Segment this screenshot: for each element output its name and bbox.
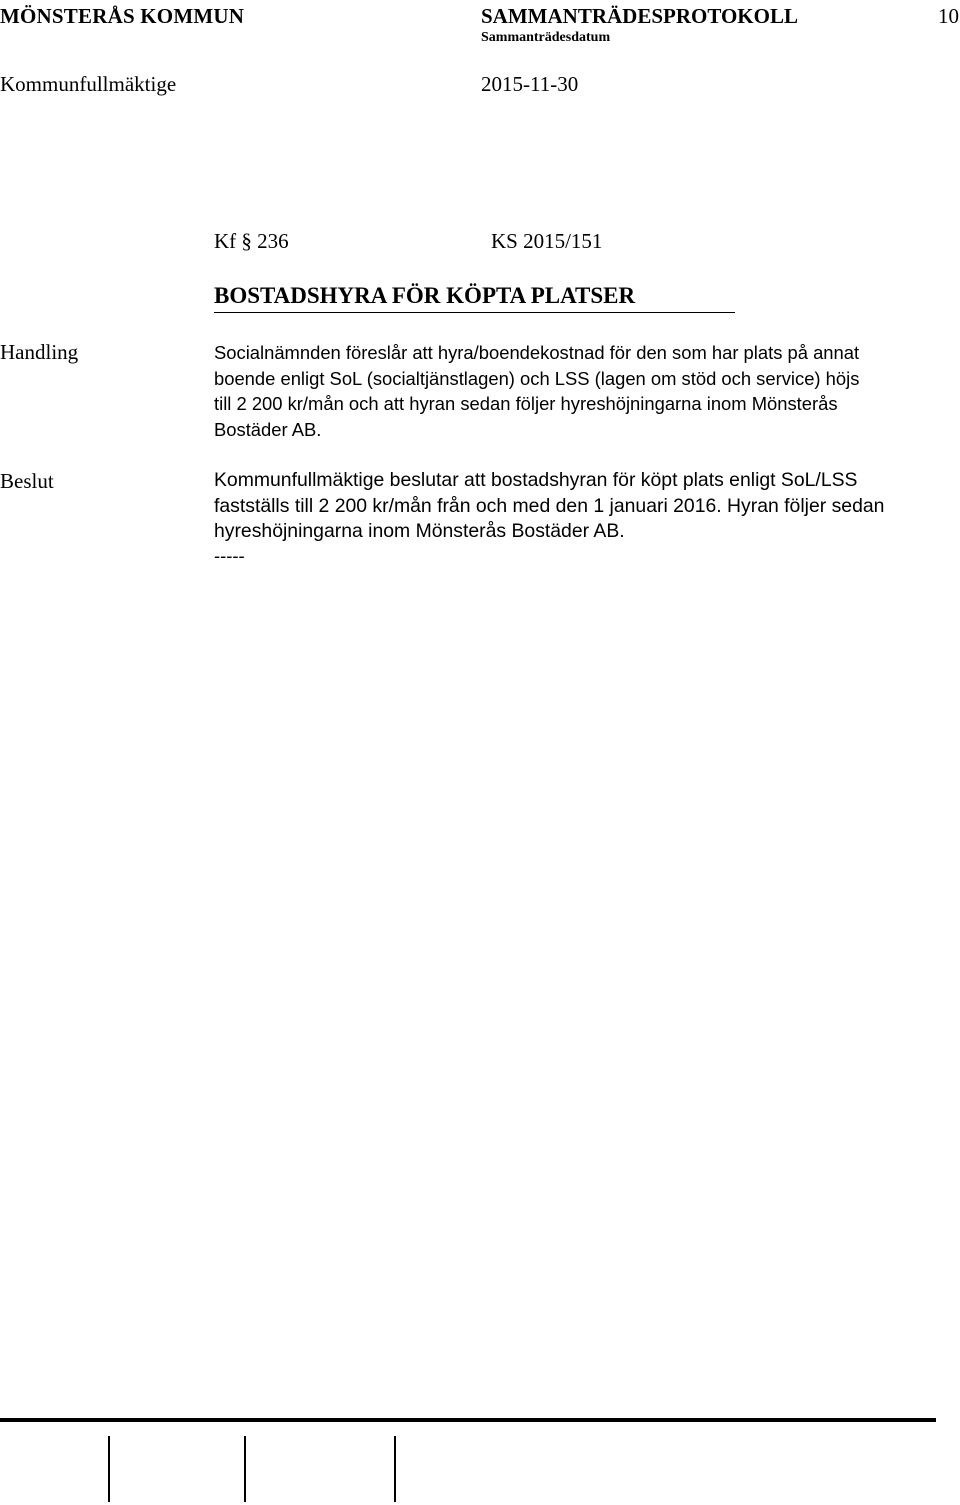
meeting-date: 2015-11-30 <box>481 72 579 96</box>
paragraph-reference: Kf § 236 <box>214 229 289 253</box>
text-line: fastställs till 2 200 kr/mån från och med den 1 januari 2016. Hyran följer sedan <box>214 494 885 517</box>
section-text-beslut <box>214 468 944 545</box>
text-line: Kommunfullmäktige beslutar att bostadshyran för köpt plats enligt SoL/LSS <box>214 469 858 491</box>
item-title: BOSTADSHYRA FÖR KÖPTA PLATSER <box>214 283 636 308</box>
text-line: Bostäder AB. <box>214 419 322 441</box>
footer-rule <box>0 1418 936 1422</box>
closing-dashes: ----- <box>214 545 245 566</box>
text-line: hyreshöjningarna inom Mönsterås Bostäder AB. <box>214 520 625 543</box>
case-number: KS 2015/151 <box>491 229 603 253</box>
text-line: till 2 200 kr/mån och att hyran sedan följer hyreshöjningarna inom Mönsterås <box>214 393 838 415</box>
decision-body: Kommunfullmäktige <box>0 72 177 96</box>
text-line: boende enligt SoL (socialtjänstlagen) och LSS (lagen om stöd och service) höjs <box>214 367 860 389</box>
section-label-handling: Handling <box>0 340 79 364</box>
page-number: 10 <box>938 4 959 28</box>
text-line: Socialnämnden föreslår att hyra/boendekostnad för den som har plats på annat <box>214 342 860 363</box>
meeting-date-label: Sammanträdesdatum <box>481 30 611 45</box>
signature-divider <box>108 1436 110 1502</box>
signature-divider <box>394 1436 396 1502</box>
signature-divider <box>244 1436 246 1502</box>
section-text-handling <box>214 340 944 443</box>
municipality-name: MÖNSTERÅS KOMMUN <box>0 4 245 28</box>
document-type: SAMMANTRÄDESPROTOKOLL <box>481 4 798 28</box>
title-underline <box>214 312 735 313</box>
section-label-beslut: Beslut <box>0 469 54 493</box>
